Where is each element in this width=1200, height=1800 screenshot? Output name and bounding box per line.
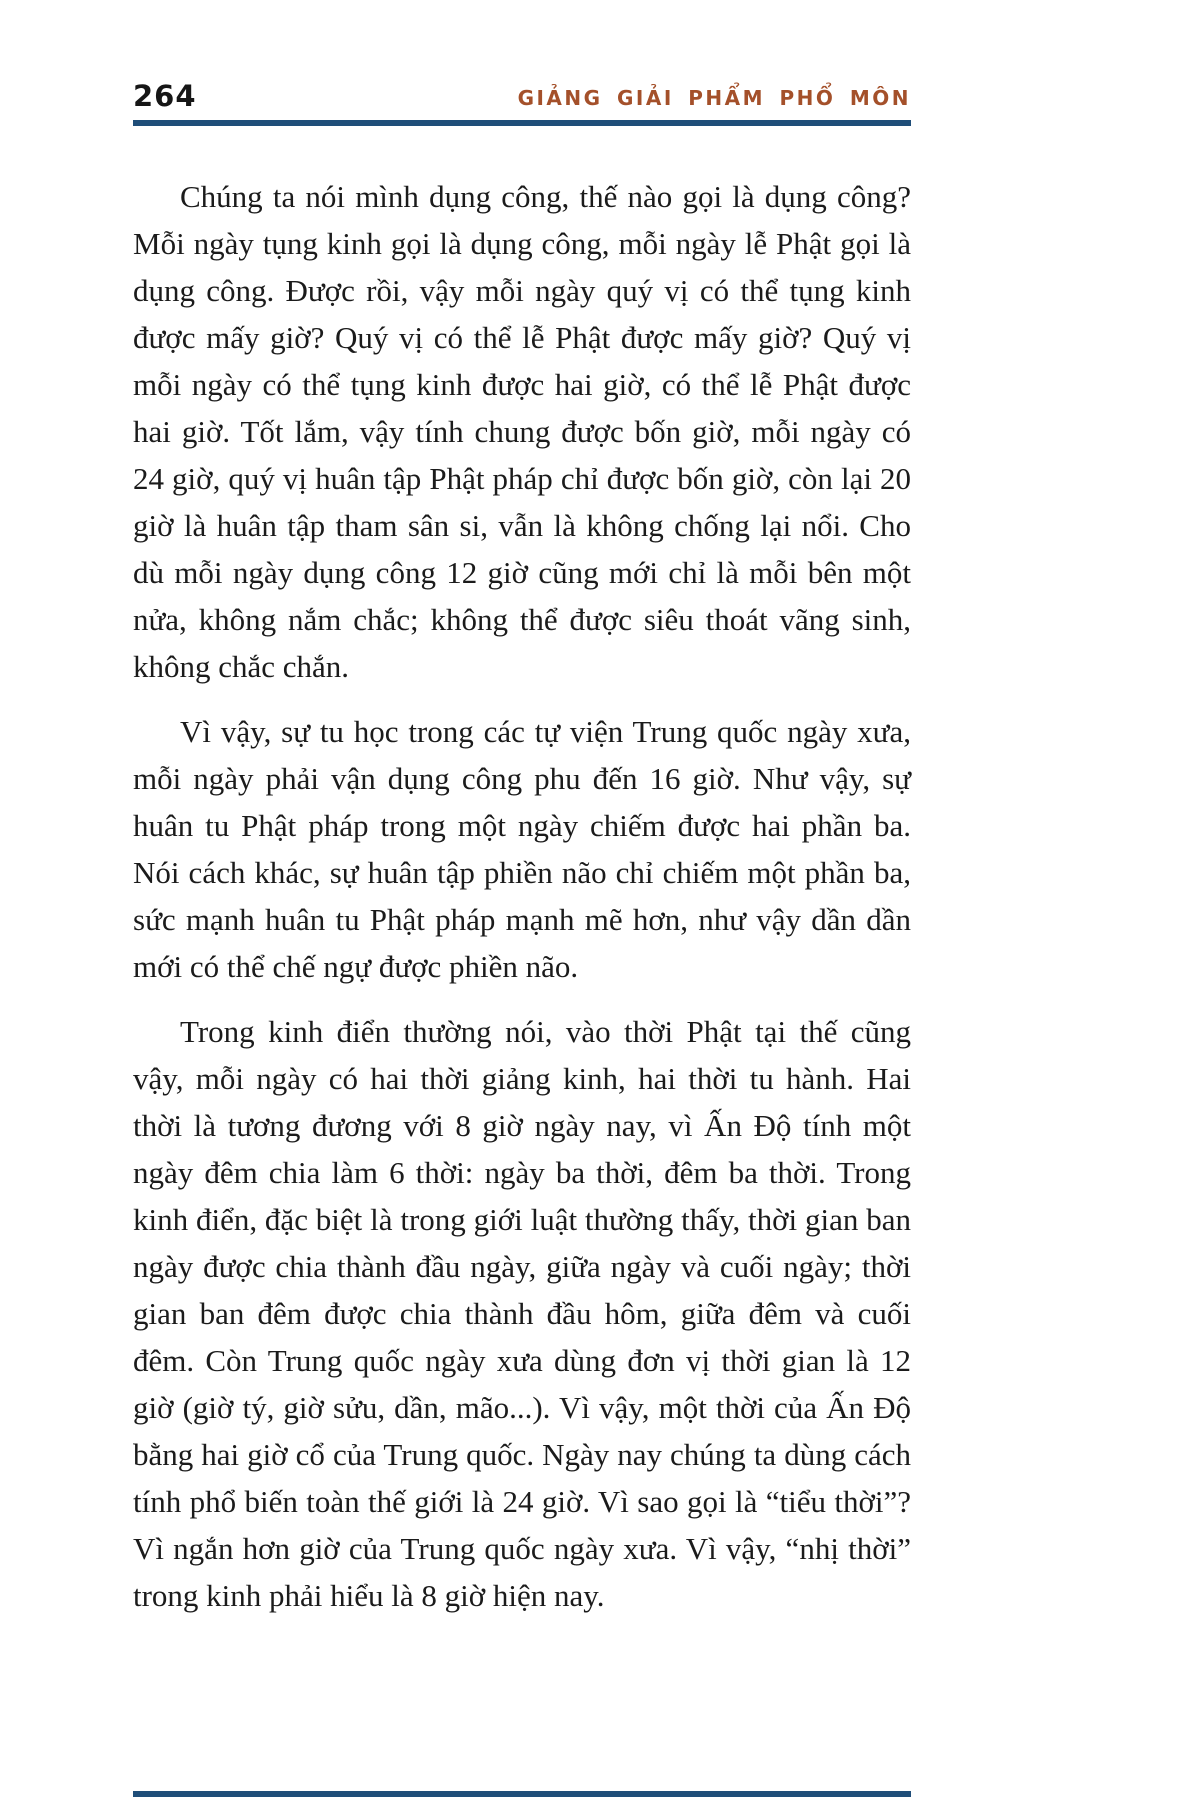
paragraph: Chúng ta nói mình dụng công, thế nào gọi là dụng công? Mỗi ngày tụng kinh gọi là dụng công, mỗi ngày lễ Phật gọi là dụng công. Được rồi, vậy mỗi ngày quý vị có thể tụng kinh được mấy giờ? Quý vị có thể lễ Phật được mấy giờ? Quý vị mỗi ngày có thể tụng kinh được hai giờ, có thể lễ Phật được hai giờ. Tốt lắm, vậy tính chung được bốn giờ, mỗi ngày có 24 giờ, quý vị huân tập Phật pháp chỉ được bốn giờ, còn lại 20 giờ là huân tập tham sân si, vẫn là không chống lại nổi. Cho dù mỗi ngày dụng công 12 giờ cũng mới chỉ là mỗi bên một nửa, không nắm chắc; không thể được siêu thoát vãng sinh, không chắc chắn. <box>133 179 911 684</box>
footer-rule-divider <box>133 1791 911 1797</box>
page-header <box>133 0 911 111</box>
page-number: 264 <box>133 79 197 113</box>
running-title: GIẢNG GIẢI PHẨM PHỔ MÔN <box>517 86 911 110</box>
paragraph: Trong kinh điển thường nói, vào thời Phật tại thế cũng vậy, mỗi ngày có hai thời giảng kinh, hai thời tu hành. Hai thời là tương đương với 8 giờ ngày nay, vì Ấn Độ tính một ngày đêm chia làm 6 thời: ngày ba thời, đêm ba thời. Trong kinh điển, đặc biệt là trong giới luật thường thấy, thời gian ban ngày được chia thành đầu ngày, giữa ngày và cuối ngày; thời gian ban đêm được chia thành đầu hôm, giữa đêm và cuối đêm. Còn Trung quốc ngày xưa dùng đơn vị thời gian là 12 giờ (giờ tý, giờ sửu, dần, mão...). Vì vậy, một thời của Ấn Độ bằng hai giờ cổ của Trung quốc. Ngày nay chúng ta dùng cách tính phổ biến toàn thế giới là 24 giờ. Vì sao gọi là “tiểu thời”? Vì ngắn hơn giờ của Trung quốc ngày xưa. Vì vậy, “nhị thời” trong kinh phải hiểu là 8 giờ hiện nay. <box>133 1014 911 1613</box>
text-block <box>133 0 911 1637</box>
paragraph: Vì vậy, sự tu học trong các tự viện Trung quốc ngày xưa, mỗi ngày phải vận dụng công phu đến 16 giờ. Như vậy, sự huân tu Phật pháp trong một ngày chiếm được hai phần ba. Nói cách khác, sự huân tập phiền não chỉ chiếm một phần ba, sức mạnh huân tu Phật pháp mạnh mẽ hơn, như vậy dần dần mới có thể chế ngự được phiền não. <box>133 714 911 984</box>
header-rule-divider <box>133 120 911 126</box>
body-paragraphs <box>133 173 911 1619</box>
